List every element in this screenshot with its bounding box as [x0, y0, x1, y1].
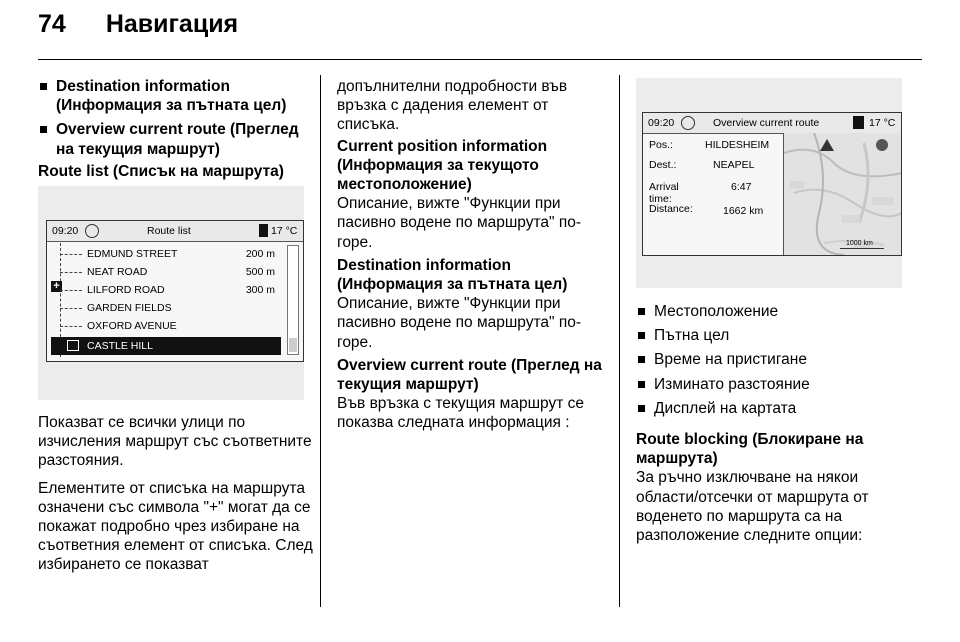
route-row-distance: 300 m — [245, 284, 275, 296]
paragraph-overview-route: Във връзка с текущия маршрут се показва следната информация : — [337, 395, 584, 432]
map-graphic — [784, 133, 901, 255]
heading-current-position: Current position information (Информация за текущото местоположение) — [337, 137, 548, 194]
scrollbar-thumb[interactable] — [289, 338, 297, 352]
distance-label: Distance: — [649, 203, 693, 215]
paragraph-plus-items: Елементите от списъка на маршрута означени със символа "+" могат да се покажат подробно чрез избиране на съответния елемент от списъка. След избирането се показват — [38, 479, 313, 574]
pos-value: HILDESHEIM — [705, 139, 770, 151]
screen-title: Overview current route — [713, 117, 820, 129]
column-1-body — [38, 413, 313, 575]
route-row-name: OXFORD AVENUE — [87, 320, 177, 332]
clock: 09:20 — [52, 225, 79, 237]
route-row-distance: 200 m — [245, 248, 275, 260]
warning-icon — [820, 139, 834, 151]
screen-header — [47, 221, 303, 242]
clock: 09:20 — [648, 117, 675, 129]
route-list-figure — [38, 186, 304, 400]
dest-value: NEAPEL — [713, 159, 755, 171]
column-divider-1 — [320, 75, 321, 607]
heading-destination-info: Destination information (Информация за пътната цел) — [337, 256, 568, 294]
route-row[interactable] — [47, 281, 285, 299]
bullet-destination: Пътна цел — [636, 326, 916, 345]
phone-icon — [259, 224, 268, 237]
header-rule — [38, 59, 922, 60]
phone-icon — [853, 116, 864, 129]
route-row[interactable] — [47, 317, 285, 335]
column-1 — [38, 77, 310, 181]
route-row[interactable] — [47, 245, 285, 263]
temperature: 17 °C — [869, 117, 896, 129]
route-status-icon — [85, 224, 99, 238]
plus-icon: + — [51, 281, 62, 292]
overview-route-screen — [642, 112, 902, 256]
screen-title: Route list — [147, 225, 191, 237]
paragraph-destination-info: Описание, вижте "Функции при пасивно водене по маршрута" по-горе. — [337, 295, 582, 351]
bullet-distance: Изминато разстояние — [636, 375, 916, 394]
pos-label: Pos.: — [649, 139, 673, 151]
page-title: Навигация — [105, 10, 239, 38]
bullet-overview-route: Overview current route (Преглед на текущия маршрут) — [38, 120, 310, 158]
route-row-name: CASTLE HILL — [87, 340, 153, 352]
paragraph-route-blocking: За ръчно изключване на някои области/отсечки от маршрута от воденето по маршрута са на разположение следните опции: — [636, 469, 869, 545]
route-row[interactable] — [47, 299, 285, 317]
bullet-map-display: Дисплей на картата — [636, 399, 916, 418]
heading-overview-route: Overview current route (Преглед на текущия маршрут) — [337, 356, 602, 394]
paragraph-route-list-desc: Показват се всички улици по изчисления маршрут със съответните разстояния. — [38, 414, 312, 470]
route-row-distance: 500 m — [245, 266, 275, 278]
paragraph-continued: допълнителни подробности във връзка с дадения елемент от списъка. — [337, 78, 568, 134]
bullet-position: Местоположение — [636, 302, 916, 321]
temperature: 17 °C — [271, 225, 298, 237]
route-map[interactable] — [783, 133, 901, 255]
dest-label: Dest.: — [649, 159, 677, 171]
bullet-arrival-time: Време на пристигане — [636, 350, 916, 369]
map-scale-bar — [840, 248, 884, 249]
section-heading-route-list: Route list (Списък на маршрута) — [38, 162, 284, 180]
scrollbar[interactable] — [287, 245, 299, 355]
map-scale-label: 1000 km — [846, 240, 873, 247]
compass-icon — [876, 139, 888, 151]
paragraph-current-position: Описание, вижте "Функции при пасивно водене по маршрута" по-горе. — [337, 195, 582, 251]
page-number: 74 — [38, 10, 66, 38]
arrival-value: 6:47 — [731, 181, 752, 193]
route-row-name: GARDEN FIELDS — [87, 302, 172, 314]
route-row-name: LILFORD ROAD — [87, 284, 165, 296]
column-3-body — [636, 302, 916, 545]
route-list-screen — [46, 220, 304, 362]
route-status-icon — [681, 116, 695, 130]
route-row-name: NEAT ROAD — [87, 266, 148, 278]
heading-route-blocking: Route blocking (Блокиране на маршрута) — [636, 431, 864, 468]
page-header — [38, 10, 238, 54]
arrival-label: Arrival time: — [649, 181, 679, 205]
destination-flag-icon — [67, 340, 79, 351]
route-row-name: EDMUND STREET — [87, 248, 178, 260]
column-divider-2 — [619, 75, 620, 607]
overview-route-figure — [636, 78, 902, 288]
route-row-selected[interactable] — [51, 337, 281, 355]
screen-header — [643, 113, 901, 134]
route-row[interactable] — [47, 263, 285, 281]
distance-value: 1662 km — [723, 205, 764, 217]
column-2 — [337, 77, 609, 433]
bullet-destination-info: Destination information (Информация за пътната цел) — [38, 77, 310, 115]
